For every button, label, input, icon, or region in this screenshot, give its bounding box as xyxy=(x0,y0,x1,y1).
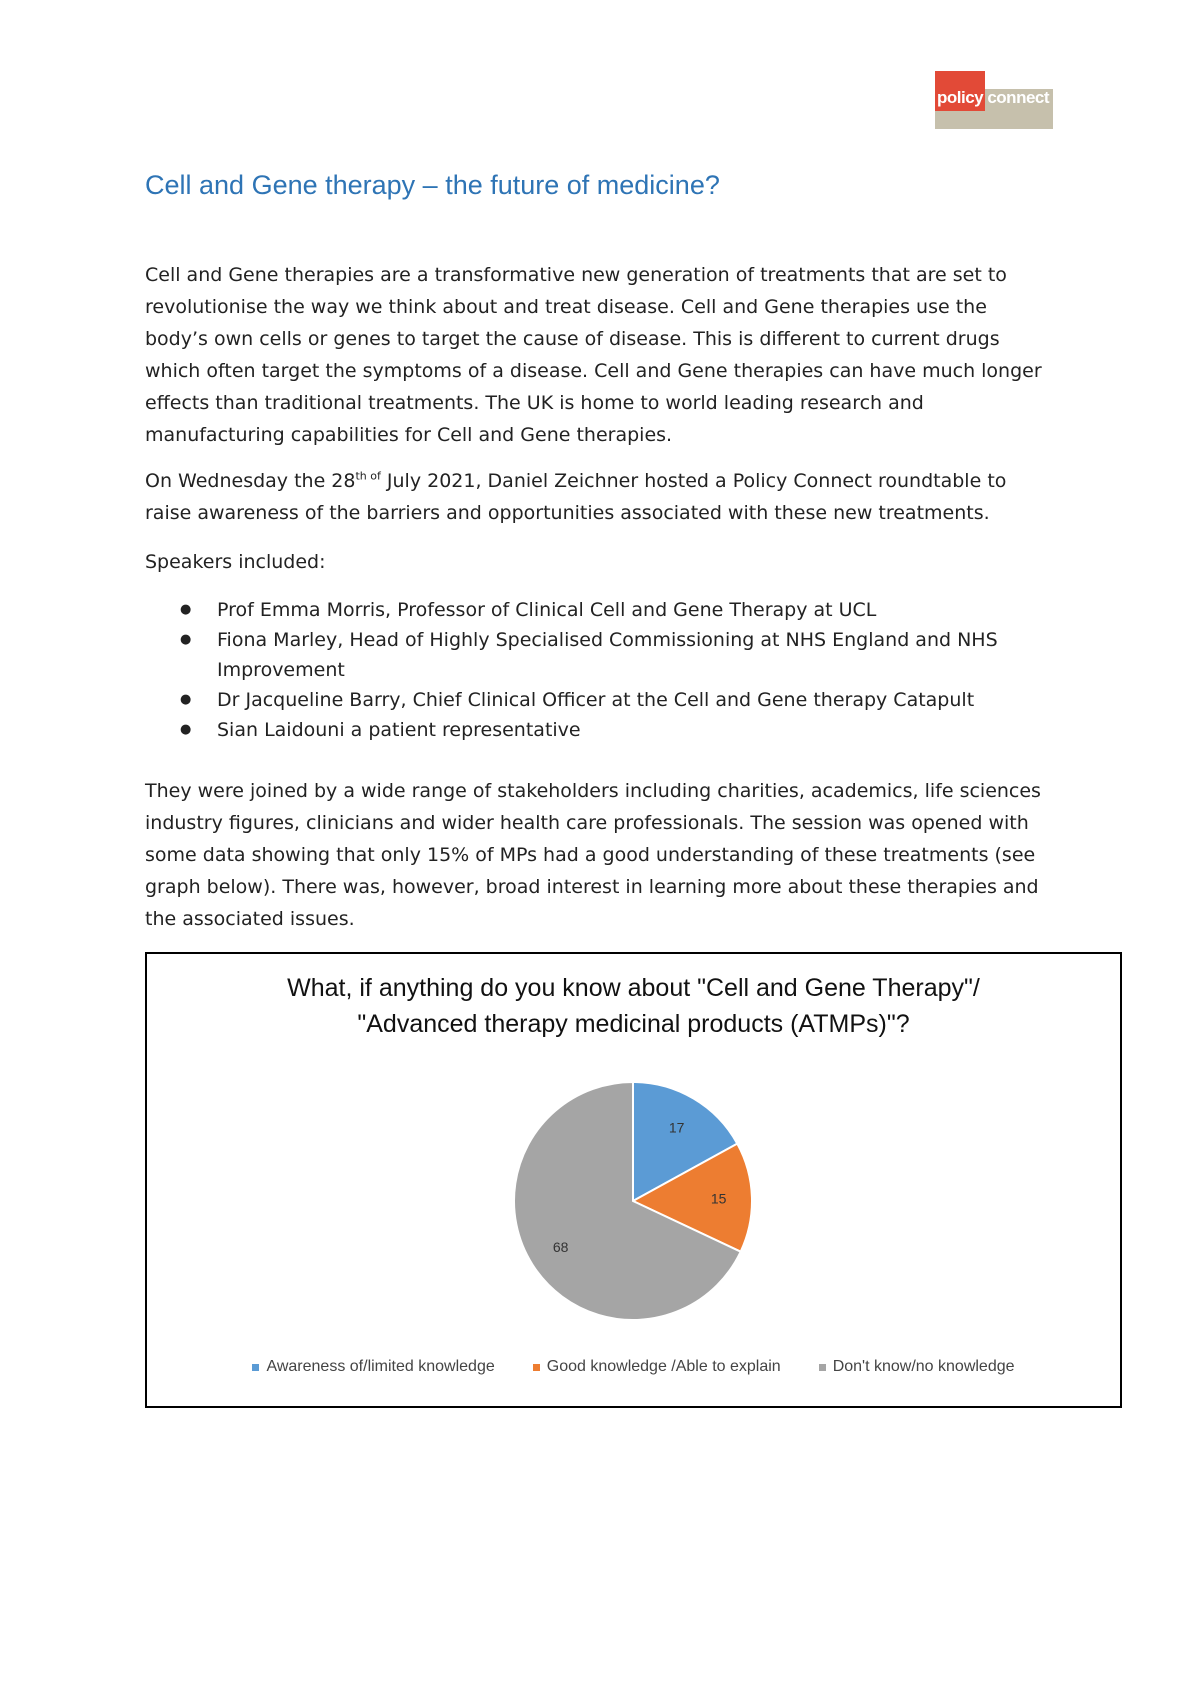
legend-item xyxy=(819,1358,1015,1376)
speaker-item: ● Sian Laidouni a patient representative xyxy=(145,715,1050,745)
policy-connect-logo xyxy=(935,71,1053,129)
legend-item xyxy=(533,1358,781,1376)
summary-paragraph: They were joined by a wide range of stakeholders including charities, academics, life sciences industry figures, clinicians and wider health care professionals. The session was opened with some data showing that only 15% of MPs had a good understanding of these treatments (see graph below). There was, however, broad interest in learning more about these therapies and the associated issues. xyxy=(145,780,1041,930)
pie-chart xyxy=(147,954,1120,1406)
legend-swatch xyxy=(819,1364,826,1371)
event-text-post: July 2021, Daniel Zeichner hosted a Policy Connect roundtable to raise awareness of the barriers and opportunities associated with these new treatments. xyxy=(145,470,1007,524)
legend-label: Good knowledge /Able to explain xyxy=(546,1358,781,1375)
legend-swatch xyxy=(252,1364,259,1371)
legend-swatch xyxy=(533,1364,540,1371)
chart-title-line2: "Advanced therapy medicinal products (ATMPs)"? xyxy=(357,1010,910,1038)
speaker-item: ● Fiona Marley, Head of Highly Specialised Commissioning at NHS England and NHS Improvement xyxy=(145,625,1050,685)
speakers-heading: Speakers included: xyxy=(145,551,326,573)
speaker-item: ● Prof Emma Morris, Professor of Clinical Cell and Gene Therapy at UCL xyxy=(145,595,1050,625)
event-date-superscript: th of xyxy=(355,469,381,483)
legend-label: Don't know/no knowledge xyxy=(832,1358,1015,1375)
pie-chart-figure xyxy=(145,952,1122,1408)
speakers-list xyxy=(145,595,1050,745)
page-title: Cell and Gene therapy – the future of medicine? xyxy=(145,170,720,200)
logo-text: policy connect xyxy=(937,88,1050,107)
pie-data-label: 68 xyxy=(552,1238,569,1255)
legend-label: Awareness of/limited knowledge xyxy=(266,1358,495,1375)
intro-paragraph: Cell and Gene therapies are a transformative new generation of treatments that are set to revolutionise the way we think about and treat disease. Cell and Gene therapies use the body’s own cells or genes to target the cause of disease. This is different to current drugs which often target the symptoms of a disease. Cell and Gene therapies can have much longer effects than traditional treatments. The UK is home to world leading research and manufacturing capabilities for Cell and Gene therapies. xyxy=(145,264,1042,446)
event-text-pre: On Wednesday the 28 xyxy=(145,470,356,492)
chart-title-line1: What, if anything do you know about "Cell and Gene Therapy"/ xyxy=(287,974,980,1002)
legend-item xyxy=(252,1358,494,1376)
pie-data-label: 15 xyxy=(710,1190,727,1207)
pie-data-label: 17 xyxy=(668,1119,685,1136)
chart-legend xyxy=(147,1358,1120,1376)
event-paragraph xyxy=(145,465,1050,529)
speaker-item: ● Dr Jacqueline Barry, Chief Clinical Officer at the Cell and Gene therapy Catapult xyxy=(145,685,1050,715)
